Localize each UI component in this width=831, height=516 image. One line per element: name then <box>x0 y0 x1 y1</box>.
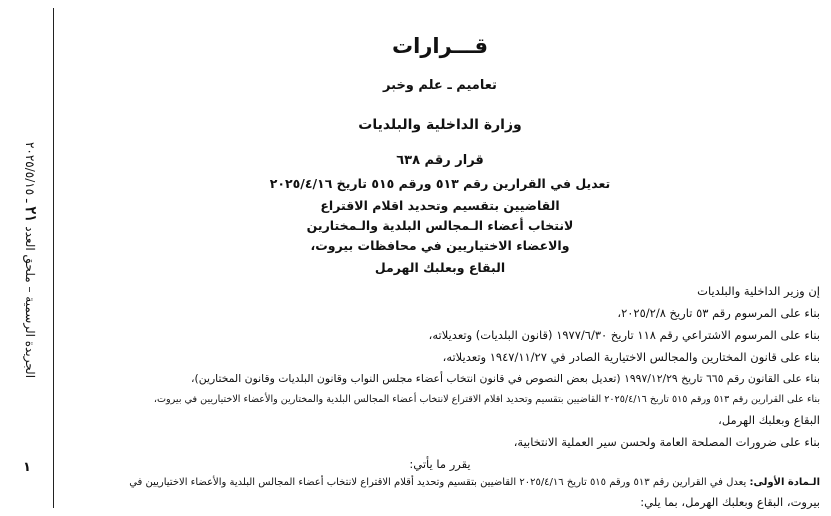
decision-title-line: القاضيين بتقسيم وتحديد اقلام الاقتراع <box>320 198 560 213</box>
decides-heading: يقرر ما يأتي: <box>409 457 471 471</box>
ministry-name: وزارة الداخلية والبلديات <box>358 117 522 133</box>
recital-line: بناء على القانون رقم ٦٦٥ تاريخ ١٩٩٧/١٢/٢٩ (تعديل بعض النصوص في قانون انتخاب أعضاء مجلس النواب وقانون البلديات وقانون المختارين)، <box>191 372 820 385</box>
decision-title-line: تعديل في القرارين رقم ٥١٣ ورقم ٥١٥ تاريخ ٢٠٢٥/٤/١٦ <box>269 176 611 191</box>
document-content <box>60 0 820 516</box>
article-text: يعدل في القرارين رقم ٥١٣ ورقم ٥١٥ تاريخ ٢٠٢٥/٤/١٦ القاضيين بتقسيم وتحديد أقلام الاقتراع لانتخاب أعضاء المجالس البلدية والأعضاء الاختياريين في <box>129 477 747 488</box>
journal-name: الجريدة الرسمية – ملحق العدد <box>23 226 37 379</box>
decision-number: قرار رقم ٦٣٨ <box>396 153 484 168</box>
article-label: الـمادة الأولى: <box>749 477 820 488</box>
margin-rule <box>53 8 54 508</box>
page-number: ١ <box>23 460 31 475</box>
issue-date: ٢٠٢٥/٥/١٥ <box>23 141 37 196</box>
section-title: قـــرارات <box>392 34 488 58</box>
recital-line: بناء على ضرورات المصلحة العامة ولحسن سير العملية الانتخابية، <box>513 435 820 449</box>
running-header-text: الجريدة الرسمية – ملحق العدد ٢١ ـ ٢٠٢٥/٥/١٥ <box>22 141 40 379</box>
issue-number: ٢١ <box>22 206 40 223</box>
recital-line: بناء على المرسوم الاشتراعي رقم ١١٨ تاريخ ١٩٧٧/٦/٣٠ (قانون البلديات) وتعديلاته، <box>428 328 820 342</box>
preamble-minister: إن وزير الداخلية والبلديات <box>697 284 820 298</box>
recital-line: بناء على قانون المختارين والمجالس الاختيارية الصادر في ١٩٤٧/١١/٢٧ وتعديلاته، <box>442 350 820 364</box>
recital-line: بناء على المرسوم رقم ٥٣ تاريخ ٢٠٢٥/٢/٨، <box>617 306 820 320</box>
recital-line-continued: البقاع وبعلبك الهرمل، <box>718 413 820 427</box>
section-subtitle: تعاميم ـ علم وخبر <box>383 78 497 93</box>
decision-title-line: لانتخاب أعضاء الـمجالس البلدية والـمختارين <box>306 218 574 233</box>
article-one-continued: بيروت، البقاع وبعلبك الهرمل، بما يلي: <box>640 495 820 509</box>
decision-title-line: والاعضاء الاختياريين في محافظات بيروت، <box>310 238 570 253</box>
running-header <box>18 10 44 510</box>
decision-title-line: البقاع وبعلبك الهرمل <box>374 260 506 275</box>
recital-line: بناء على القرارين رقم ٥١٣ ورقم ٥١٥ تاريخ ٢٠٢٥/٤/١٦ القاضيين بتقسيم وتحديد اقلام الاقتراع لانتخاب أعضاء المجالس البلدية والمختارين والأعضاء الاختياريين في بيروت، <box>153 394 820 405</box>
article-one <box>129 477 820 488</box>
